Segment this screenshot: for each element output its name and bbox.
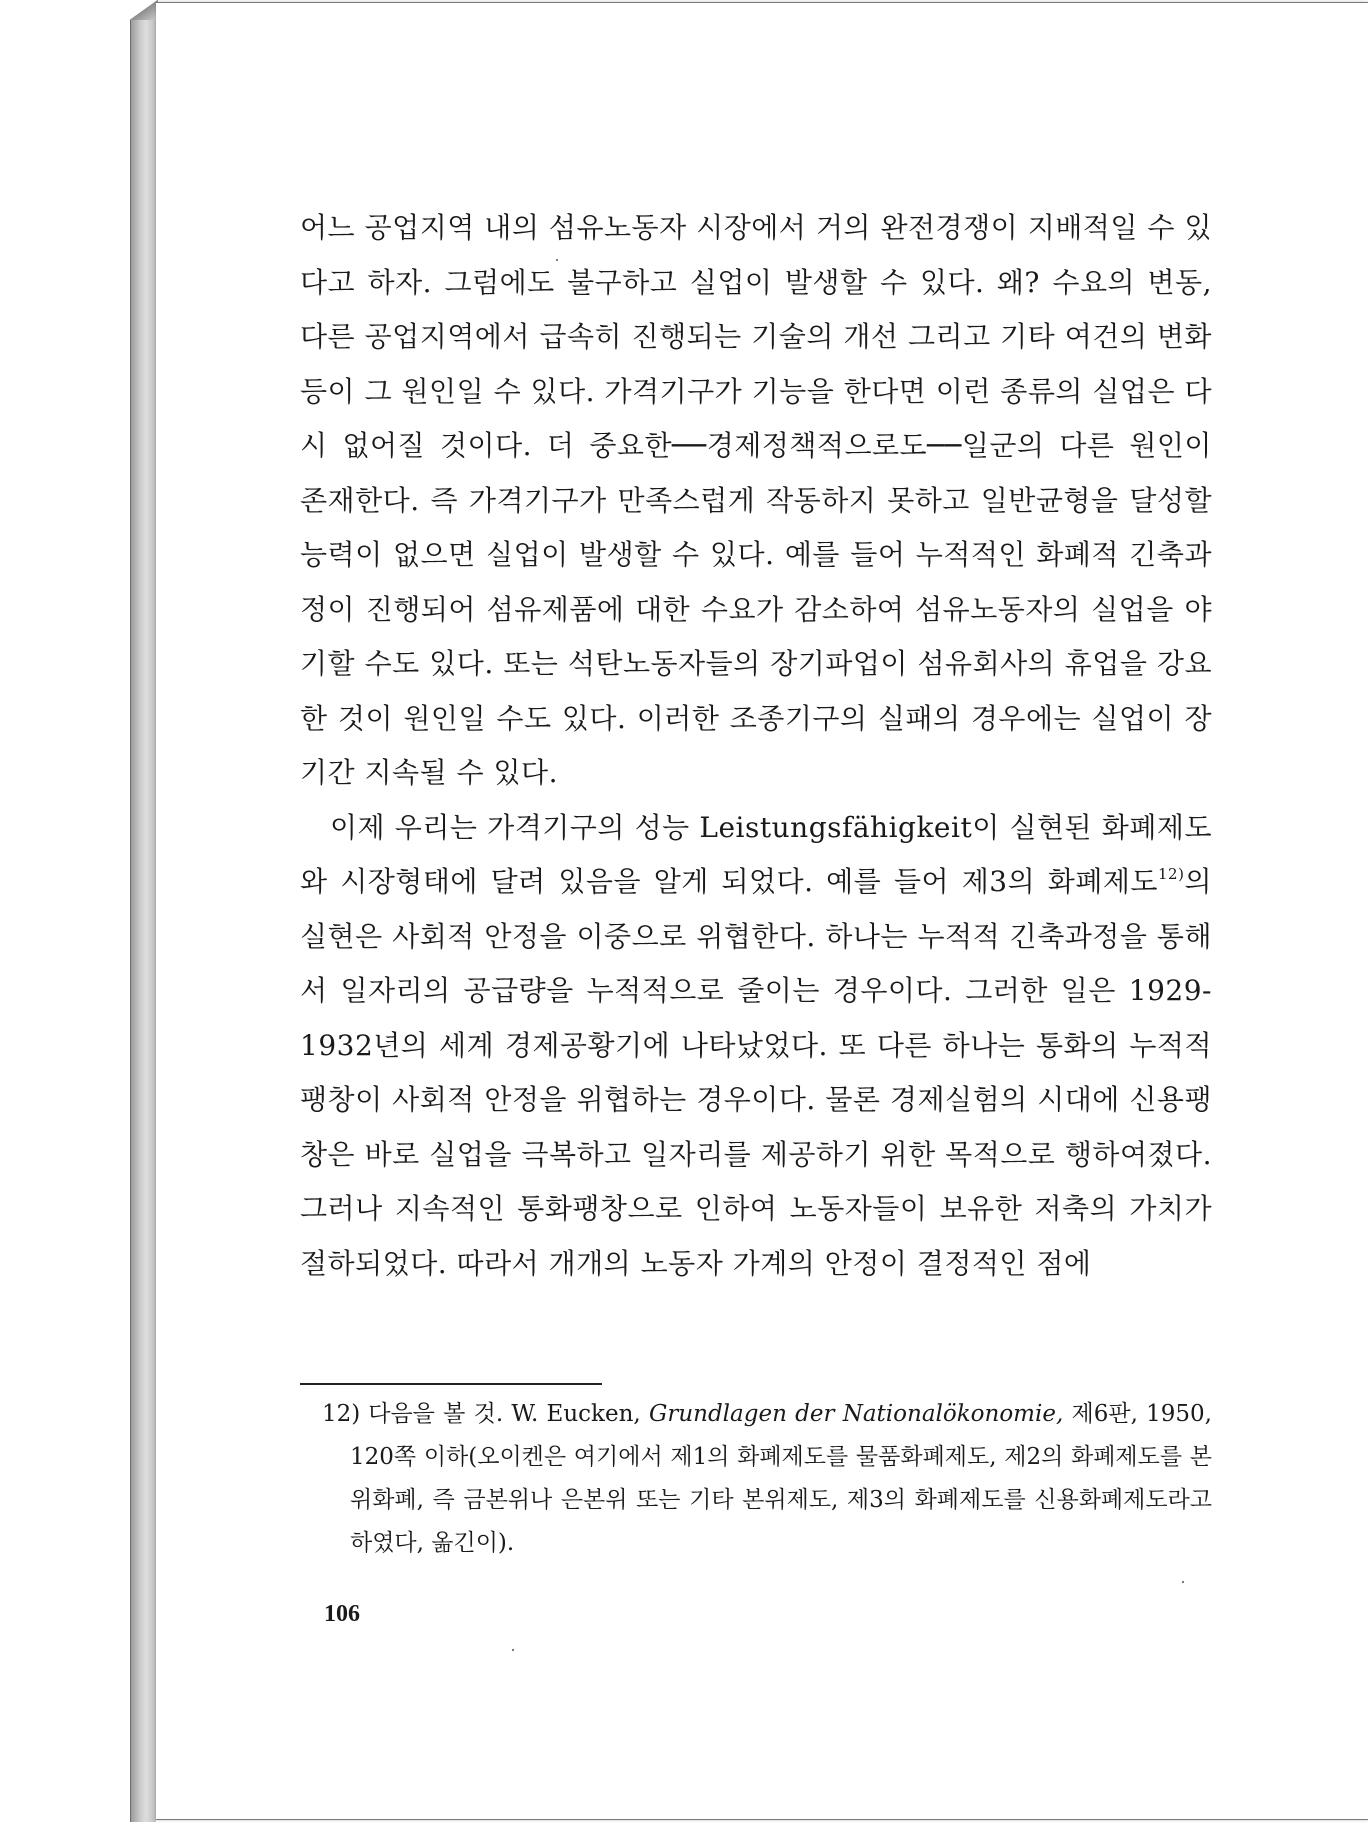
paragraph-2-part-2: 의 실현은 사회적 안정을 이중으로 위협한다. 하나는 누적적 긴축과정을 통해서 일자리의 공급량을 누적적으로 줄이는 경우이다. 그러한 일은 1929-1932년의 세계 경제공황기에 나타났었다. 또 다른 하나는 통화의 누적적 팽창이 사회적 안정을 위협하는 경우이다. 물론 경제실험의 시대에 신용팽창은 바로 실업을 극복하고 일자리를 제공하기 위한 목적으로 행하여졌다. 그러나 지속적인 통화팽창으로 인하여 노동자들이 보유한 저축의 가치가 절하되었다. 따라서 개개의 노동자 가계의 안정이 결정적인 점에 bbox=[300, 865, 1212, 1280]
scan-speck bbox=[1182, 1581, 1184, 1583]
book-spine-edge bbox=[130, 0, 156, 1822]
footnote-text-end: 제6판, 1950, 120쪽 이하(오이켄은 여기에서 제1의 화폐제도를 물품화폐제도, 제2의 화폐제도를 본위화폐, 즉 금본위나 은본위 또는 기타 본위제도, 제3의 화폐제도를 신용화폐제도라고 하였다, 옮긴이). bbox=[350, 1401, 1212, 1556]
footnote-book-title: Grundlagen der Nationalökonomie, bbox=[648, 1401, 1064, 1427]
footnote bbox=[300, 1393, 1212, 1565]
body-text bbox=[300, 201, 1212, 1291]
book-page bbox=[156, 2, 1368, 1820]
footnote-number: 12) bbox=[322, 1401, 361, 1427]
book-corner bbox=[130, 0, 158, 20]
footnote-reference: 12) bbox=[1157, 865, 1185, 883]
footnote-text-start: 다음을 볼 것. W. Eucken, bbox=[368, 1401, 649, 1427]
paragraph-2-part-1: 이제 우리는 가격기구의 성능 Leistungsfähigkeit이 실현된 화폐제도와 시장형태에 달려 있음을 알게 되었다. 예를 들어 제3의 화폐제도 bbox=[300, 810, 1212, 898]
page-number: 106 bbox=[324, 1601, 360, 1627]
footnote-divider bbox=[300, 1383, 602, 1385]
paragraph-2 bbox=[300, 801, 1212, 1292]
scan-speck bbox=[556, 259, 558, 261]
footnote-12 bbox=[300, 1393, 1212, 1565]
paragraph-1: 어느 공업지역 내의 섬유노동자 시장에서 거의 완전경쟁이 지배적일 수 있다고 하자. 그럼에도 불구하고 실업이 발생할 수 있다. 왜? 수요의 변동, 다른 공업지역에서 급속히 진행되는 기술의 개선 그리고 기타 여건의 변화 등이 그 원인일 수 있다. 가격기구가 기능을 한다면 이런 종류의 실업은 다시 없어질 것이다. 더 중요한──경제정책적으로도──일군의 다른 원인이 존재한다. 즉 가격기구가 만족스럽게 작동하지 못하고 일반균형을 달성할 능력이 없으면 실업이 발생할 수 있다. 예를 들어 누적적인 화폐적 긴축과정이 진행되어 섬유제품에 대한 수요가 감소하여 섬유노동자의 실업을 야기할 수도 있다. 또는 석탄노동자들의 장기파업이 섬유회사의 휴업을 강요한 것이 원인일 수도 있다. 이러한 조종기구의 실패의 경우에는 실업이 장기간 지속될 수 있다. bbox=[300, 211, 1212, 789]
scan-speck bbox=[512, 1649, 514, 1651]
